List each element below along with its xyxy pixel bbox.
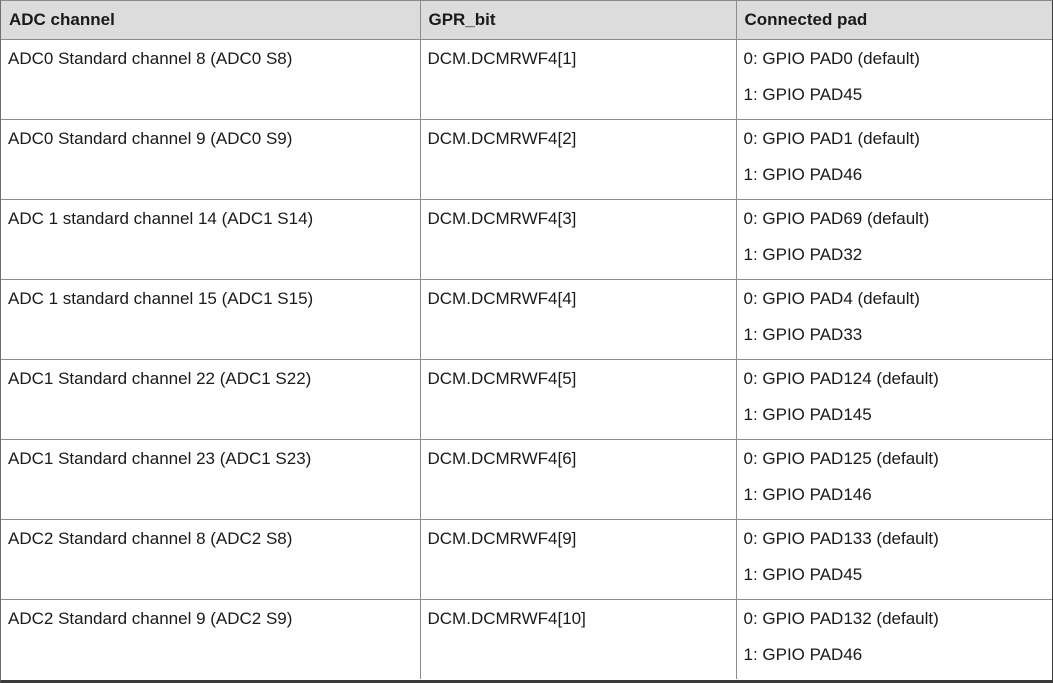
pad-alternate-text: 1: GPIO PAD146 (743, 485, 872, 504)
cell-adc-channel (1, 600, 420, 680)
table-row (1, 520, 1052, 600)
gpr-bit-text: DCM.DCMRWF4[6] (427, 449, 577, 468)
cell-gpr-bit (420, 360, 736, 440)
cell-adc-channel (1, 40, 420, 120)
adc-channel-text: ADC2 Standard channel 8 (ADC2 S8) (8, 529, 293, 548)
adc-channel-text: ADC 1 standard channel 14 (ADC1 S14) (8, 209, 314, 228)
adc-channel-text: ADC1 Standard channel 22 (ADC1 S22) (8, 369, 312, 388)
cell-gpr-bit (420, 600, 736, 680)
pad-default-text: 0: GPIO PAD133 (default) (743, 529, 939, 548)
cell-gpr-bit (420, 40, 736, 120)
cell-gpr-bit (420, 280, 736, 360)
cell-connected-pad (736, 200, 1052, 280)
table-row (1, 40, 1052, 120)
adc-channel-text: ADC2 Standard channel 9 (ADC2 S9) (8, 609, 293, 628)
pad-alternate-text: 1: GPIO PAD32 (743, 245, 863, 264)
cell-connected-pad (736, 440, 1052, 520)
pad-default-text: 0: GPIO PAD124 (default) (743, 369, 939, 388)
gpr-bit-text: DCM.DCMRWF4[10] (427, 609, 586, 628)
table-row (1, 280, 1052, 360)
cell-connected-pad (736, 40, 1052, 120)
pad-default-text: 0: GPIO PAD69 (default) (743, 209, 930, 228)
cell-adc-channel (1, 360, 420, 440)
gpr-bit-text: DCM.DCMRWF4[2] (427, 129, 577, 148)
pad-default-text: 0: GPIO PAD4 (default) (743, 289, 920, 308)
cell-gpr-bit (420, 120, 736, 200)
cell-adc-channel (1, 200, 420, 280)
cell-connected-pad (736, 600, 1052, 680)
pad-alternate-text: 1: GPIO PAD46 (743, 165, 863, 184)
gpr-bit-text: DCM.DCMRWF4[1] (427, 49, 577, 68)
cell-gpr-bit (420, 440, 736, 520)
pad-alternate-text: 1: GPIO PAD46 (743, 645, 863, 664)
cell-gpr-bit (420, 520, 736, 600)
pad-default-text: 0: GPIO PAD132 (default) (743, 609, 939, 628)
table-row (1, 440, 1052, 520)
gpr-bit-text: DCM.DCMRWF4[3] (427, 209, 577, 228)
header-connected-pad: Connected pad (736, 1, 1052, 40)
table-row (1, 200, 1052, 280)
gpr-bit-text: DCM.DCMRWF4[5] (427, 369, 577, 388)
adc-channel-text: ADC0 Standard channel 8 (ADC0 S8) (8, 49, 293, 68)
table-row (1, 120, 1052, 200)
table-row (1, 600, 1052, 680)
cell-connected-pad (736, 120, 1052, 200)
cell-adc-channel (1, 120, 420, 200)
cell-adc-channel (1, 520, 420, 600)
pad-default-text: 0: GPIO PAD1 (default) (743, 129, 920, 148)
table-row (1, 360, 1052, 440)
cell-adc-channel (1, 280, 420, 360)
cell-gpr-bit (420, 200, 736, 280)
pad-alternate-text: 1: GPIO PAD145 (743, 405, 872, 424)
gpr-bit-text: DCM.DCMRWF4[4] (427, 289, 577, 308)
gpr-bit-text: DCM.DCMRWF4[9] (427, 529, 577, 548)
cell-adc-channel (1, 440, 420, 520)
pad-default-text: 0: GPIO PAD0 (default) (743, 49, 920, 68)
adc-channel-text: ADC0 Standard channel 9 (ADC0 S9) (8, 129, 293, 148)
pad-alternate-text: 1: GPIO PAD33 (743, 325, 863, 344)
header-gpr-bit: GPR_bit (420, 1, 736, 40)
adc-channel-table (1, 1, 1052, 679)
adc-channel-text: ADC 1 standard channel 15 (ADC1 S15) (8, 289, 314, 308)
cell-connected-pad (736, 360, 1052, 440)
cell-connected-pad (736, 280, 1052, 360)
cell-connected-pad (736, 520, 1052, 600)
pad-alternate-text: 1: GPIO PAD45 (743, 85, 863, 104)
table-header-row (1, 1, 1052, 40)
adc-channel-text: ADC1 Standard channel 23 (ADC1 S23) (8, 449, 312, 468)
header-adc-channel: ADC channel (1, 1, 420, 40)
pad-alternate-text: 1: GPIO PAD45 (743, 565, 863, 584)
pad-default-text: 0: GPIO PAD125 (default) (743, 449, 939, 468)
